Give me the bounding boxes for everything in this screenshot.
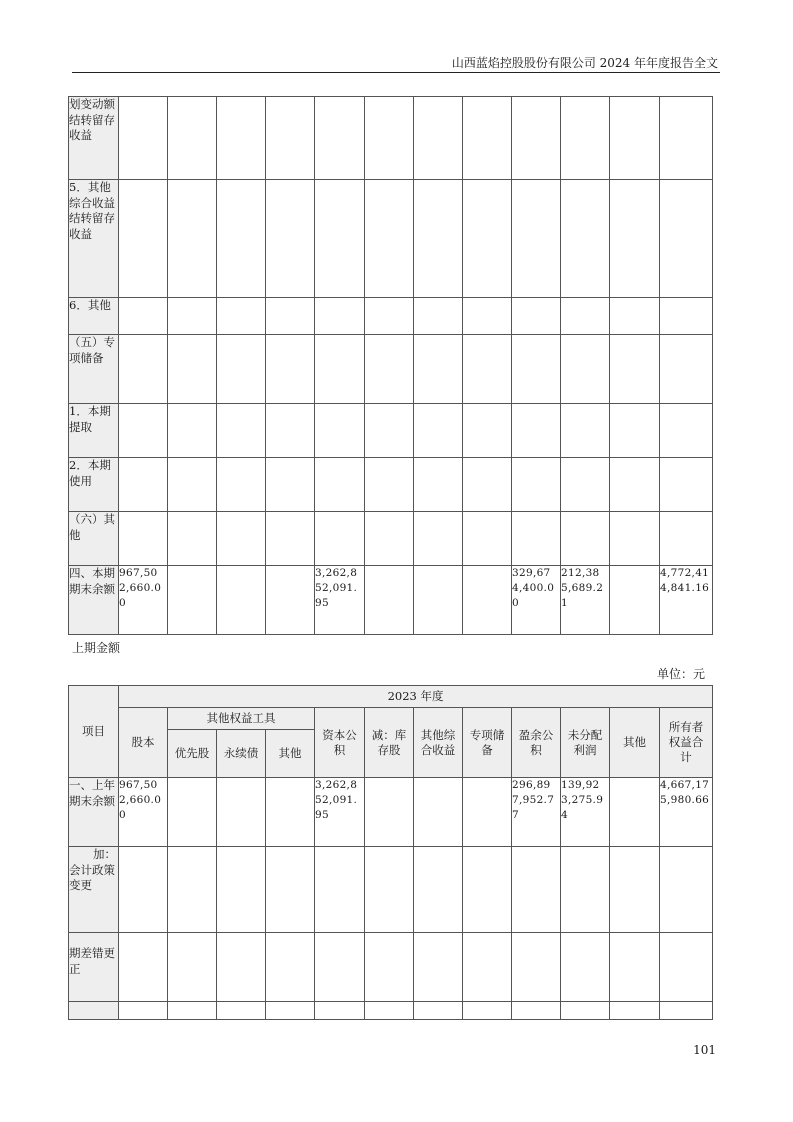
table-cell bbox=[463, 566, 512, 635]
table-cell bbox=[119, 298, 168, 335]
table-cell bbox=[512, 298, 561, 335]
row-label bbox=[69, 1002, 119, 1020]
table-cell bbox=[414, 933, 463, 1002]
table-cell bbox=[561, 298, 610, 335]
table-cell: 329,674,400.00 bbox=[512, 566, 561, 635]
table-cell bbox=[315, 298, 365, 335]
table-cell bbox=[266, 458, 315, 512]
table-cell bbox=[414, 778, 463, 847]
table-cell bbox=[463, 847, 512, 933]
column-header-perpetual-bond: 永续债 bbox=[217, 730, 266, 778]
table-cell bbox=[660, 1002, 713, 1020]
table-cell bbox=[217, 778, 266, 847]
table-cell bbox=[660, 933, 713, 1002]
table-row bbox=[69, 404, 713, 458]
header-row-groups bbox=[69, 708, 713, 730]
table-cell bbox=[512, 512, 561, 566]
year-header: 2023 年度 bbox=[119, 686, 713, 708]
table-cell bbox=[168, 458, 217, 512]
table-cell bbox=[414, 404, 463, 458]
column-header-share-capital: 股本 bbox=[119, 708, 168, 778]
table-cell bbox=[610, 778, 660, 847]
table-cell bbox=[365, 458, 414, 512]
table-cell bbox=[463, 1002, 512, 1020]
table-cell bbox=[315, 1002, 365, 1020]
table-row bbox=[69, 933, 713, 1002]
table-cell bbox=[561, 180, 610, 298]
table-cell bbox=[414, 847, 463, 933]
table-cell bbox=[610, 847, 660, 933]
table-cell bbox=[168, 1002, 217, 1020]
table-cell bbox=[463, 180, 512, 298]
table-cell bbox=[365, 335, 414, 404]
row-label: 期差错更正 bbox=[69, 933, 119, 1002]
table-cell bbox=[660, 335, 713, 404]
table-cell bbox=[512, 180, 561, 298]
table-cell bbox=[365, 97, 414, 180]
table-cell bbox=[266, 512, 315, 566]
table-cell bbox=[315, 458, 365, 512]
table-cell bbox=[561, 404, 610, 458]
table-cell bbox=[610, 180, 660, 298]
table-cell: 3,262,852,091.95 bbox=[315, 566, 365, 635]
table-cell bbox=[463, 458, 512, 512]
table-cell bbox=[610, 404, 660, 458]
equity-changes-table-prior bbox=[68, 685, 713, 1020]
table-cell bbox=[217, 335, 266, 404]
table-cell: 967,502,660.00 bbox=[119, 778, 168, 847]
table-cell bbox=[512, 1002, 561, 1020]
table-cell bbox=[610, 512, 660, 566]
table-cell bbox=[414, 335, 463, 404]
table-cell bbox=[168, 566, 217, 635]
table-cell bbox=[217, 404, 266, 458]
table-row bbox=[69, 97, 713, 180]
table-cell bbox=[168, 847, 217, 933]
row-label: 2．本期使用 bbox=[69, 458, 119, 512]
table-cell bbox=[365, 566, 414, 635]
table-cell bbox=[610, 458, 660, 512]
table-cell bbox=[365, 298, 414, 335]
table-cell bbox=[119, 933, 168, 1002]
table-cell bbox=[463, 778, 512, 847]
row-label: 划变动额结转留存收益 bbox=[69, 97, 119, 180]
table-cell bbox=[119, 335, 168, 404]
table-cell bbox=[414, 458, 463, 512]
column-header-total-equity: 所有者权益合计 bbox=[660, 708, 713, 778]
table-cell bbox=[365, 404, 414, 458]
unit-label: 单位：元 bbox=[656, 667, 705, 681]
column-header-oci: 其他综合收益 bbox=[414, 708, 463, 778]
table-cell bbox=[660, 97, 713, 180]
table-cell bbox=[266, 298, 315, 335]
table-cell bbox=[315, 847, 365, 933]
table-cell bbox=[660, 512, 713, 566]
table-cell: 4,772,414,841.16 bbox=[660, 566, 713, 635]
table-cell: 139,923,275.94 bbox=[561, 778, 610, 847]
table-cell bbox=[168, 404, 217, 458]
row-label: 1．本期提取 bbox=[69, 404, 119, 458]
table-cell bbox=[266, 933, 315, 1002]
table-cell bbox=[463, 512, 512, 566]
prior-period-label: 上期金额 bbox=[72, 641, 121, 655]
column-header-capital-reserve: 资本公积 bbox=[315, 708, 365, 778]
column-header-surplus-reserve: 盈余公积 bbox=[512, 708, 561, 778]
column-header-other-instruments: 其他 bbox=[266, 730, 315, 778]
table-cell bbox=[512, 335, 561, 404]
table-cell bbox=[660, 404, 713, 458]
table-cell bbox=[119, 512, 168, 566]
table-cell: 296,897,952.77 bbox=[512, 778, 561, 847]
table-cell bbox=[119, 847, 168, 933]
table-cell bbox=[315, 180, 365, 298]
table-cell bbox=[315, 335, 365, 404]
table-cell bbox=[463, 933, 512, 1002]
table-cell bbox=[119, 458, 168, 512]
table-cell bbox=[266, 1002, 315, 1020]
table-cell: 212,385,689.21 bbox=[561, 566, 610, 635]
table-row bbox=[69, 512, 713, 566]
table-cell bbox=[561, 458, 610, 512]
column-header-other: 其他 bbox=[610, 708, 660, 778]
table-cell bbox=[217, 566, 266, 635]
table-cell bbox=[365, 778, 414, 847]
column-header-item: 项目 bbox=[69, 686, 119, 778]
table-cell bbox=[266, 97, 315, 180]
table-cell bbox=[512, 458, 561, 512]
table-cell bbox=[414, 97, 463, 180]
table-cell bbox=[217, 298, 266, 335]
header-row-year bbox=[69, 686, 713, 708]
table-cell bbox=[463, 335, 512, 404]
table-cell bbox=[561, 335, 610, 404]
row-label: 5．其他综合收益结转留存收益 bbox=[69, 180, 119, 298]
table-cell bbox=[610, 335, 660, 404]
table-row bbox=[69, 180, 713, 298]
table-cell bbox=[660, 458, 713, 512]
table-cell bbox=[217, 933, 266, 1002]
table-cell bbox=[365, 512, 414, 566]
table-cell bbox=[660, 298, 713, 335]
table-cell bbox=[119, 1002, 168, 1020]
table-cell bbox=[610, 566, 660, 635]
report-header-title: 山西蓝焰控股股份有限公司 2024 年年度报告全文 bbox=[451, 56, 718, 70]
header-divider bbox=[72, 72, 720, 73]
row-label: （六）其他 bbox=[69, 512, 119, 566]
table-cell bbox=[512, 933, 561, 1002]
table-row bbox=[69, 847, 713, 933]
table-cell bbox=[414, 512, 463, 566]
table-cell bbox=[414, 1002, 463, 1020]
row-label: （五）专项储备 bbox=[69, 335, 119, 404]
table-cell bbox=[168, 512, 217, 566]
table-cell bbox=[315, 933, 365, 1002]
table-row bbox=[69, 458, 713, 512]
table-cell bbox=[610, 298, 660, 335]
table-cell bbox=[266, 566, 315, 635]
row-label: 加：会计政策变更 bbox=[69, 847, 119, 933]
table-cell bbox=[610, 97, 660, 180]
table-cell bbox=[168, 933, 217, 1002]
table-cell bbox=[414, 566, 463, 635]
table-cell bbox=[512, 97, 561, 180]
table-cell bbox=[266, 404, 315, 458]
row-label: 一、上年期末余额 bbox=[69, 778, 119, 847]
row-label: 四、本期期末余额 bbox=[69, 566, 119, 635]
table-cell bbox=[217, 97, 266, 180]
row-label: 6．其他 bbox=[69, 298, 119, 335]
page-number: 101 bbox=[693, 1043, 716, 1057]
table-cell: 3,262,852,091.95 bbox=[315, 778, 365, 847]
table-cell bbox=[561, 512, 610, 566]
table-cell bbox=[512, 847, 561, 933]
table-cell bbox=[660, 180, 713, 298]
table-cell bbox=[217, 180, 266, 298]
table-cell bbox=[266, 335, 315, 404]
table-cell: 967,502,660.00 bbox=[119, 566, 168, 635]
table-row-period-end-balance bbox=[69, 566, 713, 635]
table-cell bbox=[561, 97, 610, 180]
table-cell bbox=[168, 298, 217, 335]
table-cell bbox=[365, 933, 414, 1002]
table-cell bbox=[266, 847, 315, 933]
table-cell bbox=[119, 97, 168, 180]
table-cell bbox=[315, 97, 365, 180]
table-row-prior-year-end-balance bbox=[69, 778, 713, 847]
table-cell bbox=[217, 512, 266, 566]
column-header-preferred-stock: 优先股 bbox=[168, 730, 217, 778]
table-cell bbox=[414, 298, 463, 335]
table-cell bbox=[610, 1002, 660, 1020]
table-cell bbox=[512, 404, 561, 458]
table-cell bbox=[119, 404, 168, 458]
column-header-special-reserve: 专项储备 bbox=[463, 708, 512, 778]
table-cell bbox=[463, 97, 512, 180]
table-cell bbox=[315, 404, 365, 458]
table-cell bbox=[168, 778, 217, 847]
table-cell bbox=[561, 847, 610, 933]
column-header-treasury-stock: 减：库存股 bbox=[365, 708, 414, 778]
table-cell bbox=[168, 180, 217, 298]
table-cell bbox=[561, 1002, 610, 1020]
table-cell bbox=[365, 180, 414, 298]
table-cell bbox=[561, 933, 610, 1002]
table-cell bbox=[315, 512, 365, 566]
table-cell bbox=[365, 847, 414, 933]
table-row bbox=[69, 335, 713, 404]
table-cell bbox=[119, 180, 168, 298]
table-cell bbox=[217, 458, 266, 512]
table-cell bbox=[365, 1002, 414, 1020]
table-cell: 4,667,175,980.66 bbox=[660, 778, 713, 847]
table-cell bbox=[217, 1002, 266, 1020]
equity-changes-table-current bbox=[68, 96, 713, 635]
column-header-other-equity-instruments: 其他权益工具 bbox=[168, 708, 315, 730]
table-cell bbox=[463, 298, 512, 335]
table-cell bbox=[610, 933, 660, 1002]
table-cell bbox=[660, 847, 713, 933]
column-header-undistributed-profit: 未分配利润 bbox=[561, 708, 610, 778]
table-row bbox=[69, 298, 713, 335]
table-cell bbox=[266, 180, 315, 298]
table-cell bbox=[168, 335, 217, 404]
table-cell bbox=[168, 97, 217, 180]
table-row bbox=[69, 1002, 713, 1020]
table-cell bbox=[463, 404, 512, 458]
table-cell bbox=[217, 847, 266, 933]
table-cell bbox=[414, 180, 463, 298]
table-cell bbox=[266, 778, 315, 847]
